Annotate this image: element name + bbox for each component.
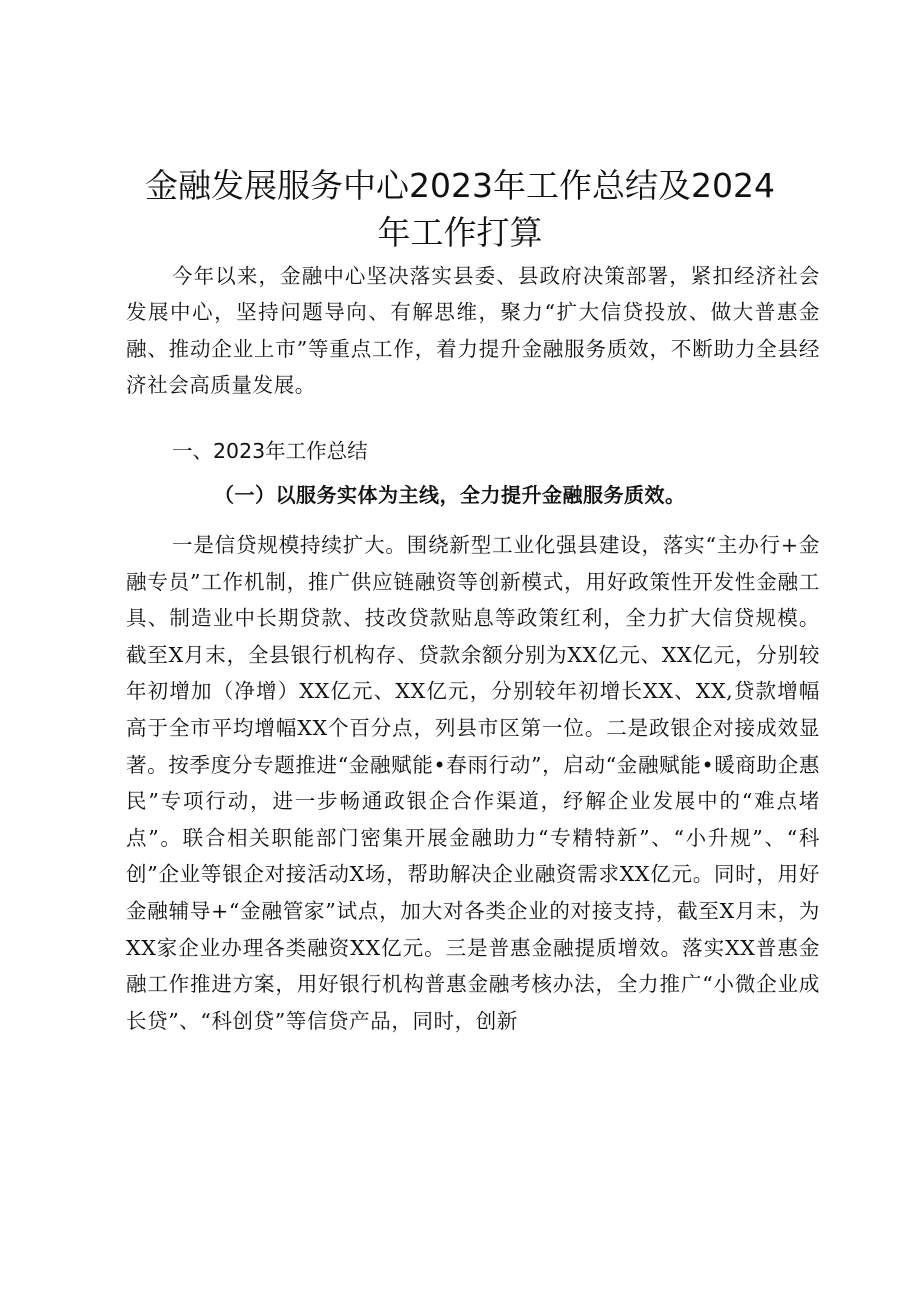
subsection-heading: （一）以服务实体为主线，全力提升金融服务质效。	[214, 483, 686, 507]
document-title-line-1: 金融发展服务中心2023年工作总结及2024	[145, 166, 775, 205]
body-paragraph: 一是信贷规模持续扩大。围绕新型工业化强县建设，落实“主办行+金融专员”工作机制，推广供应链融资等创新模式，用好政策性开发性金融工具、制造业中长期贷款、技改贷款贴息等政策红利，全力扩大信贷规模。截至X月末，全县银行机构存、贷款余额分别为XX亿元、XX亿元，分别较年初增加（净增）XX亿元、XX亿元，分别较年初增长XX、XX,贷款增幅高于全市平均增幅XX个百分点，列县市区第一位。二是政银企对接成效显著。按季度分专题推进“金融赋能•春雨行动”，启动“金融赋能•暖商助企惠民”专项行动，进一步畅通政银企合作渠道，纾解企业发展中的“难点堵点”。联合相关职能部门密集开展金融助力“专精特新”、“小升规”、“科创”企业等银企对接活动X场，帮助解决企业融资需求XX亿元。同时，用好金融辅导+“金融管家”试点，加大对各类企业的对接支持，截至X月末，为XX家企业办理各类融资XX亿元。三是普惠金融提质增效。落实XX普惠金融工作推进方案，用好银行机构普惠金融考核办法，全力推广“小微企业成长贷”、“科创贷”等信贷产品，同时，创新	[126, 533, 820, 1033]
section-heading: 一、2023年工作总结	[172, 439, 368, 463]
document-title-line-2: 年工作打算	[377, 213, 543, 252]
intro-paragraph: 今年以来，金融中心坚决落实县委、县政府决策部署，紧扣经济社会发展中心，坚持问题导向、有解思维，聚力“扩大信贷投放、做大普惠金融、推动企业上市”等重点工作，着力提升金融服务质效，不断助力全县经济社会高质量发展。	[126, 264, 820, 398]
